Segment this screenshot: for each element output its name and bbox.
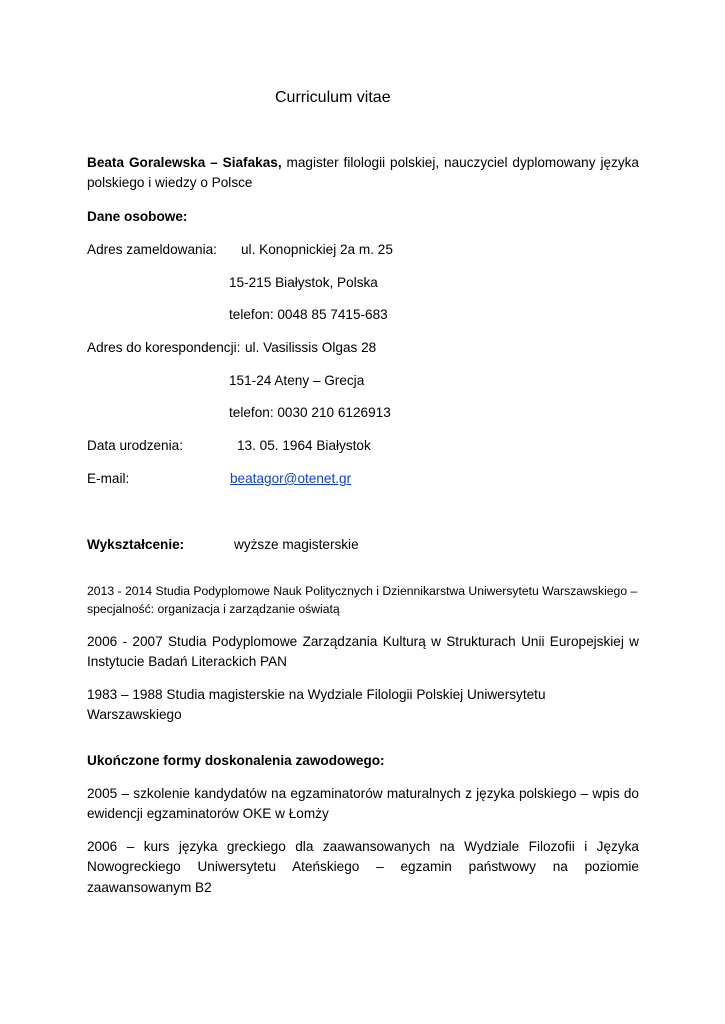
person-name: Beata Goralewska – Siafakas, [87, 155, 282, 170]
personal-data-heading: Dane osobowe: [87, 209, 188, 224]
education-item-1: 2013 - 2014 Studia Podyplomowe Nauk Politycznych i Dziennikarstwa Uniwersytetu Warszawskiego – specjalność: organizacja i zarządzanie oświatą [87, 584, 638, 616]
registered-phone: telefon: 0048 85 7415-683 [229, 307, 388, 322]
correspondence-address-label: Adres do korespondencji: [87, 340, 241, 355]
email-link[interactable]: beatagor@otenet.gr [230, 471, 352, 486]
registered-address-line-2: 15-215 Białystok, Polska [229, 275, 378, 290]
email-label: E-mail: [87, 471, 130, 486]
document-title: Curriculum vitae [275, 89, 391, 106]
training-heading: Ukończone formy doskonalenia zawodowego: [87, 753, 385, 768]
correspondence-phone: telefon: 0030 210 6126913 [229, 405, 391, 420]
correspondence-address-line-2: 151-24 Ateny – Grecja [229, 373, 365, 388]
registered-address-line-1: ul. Konopnickiej 2a m. 25 [241, 242, 393, 257]
education-item-2: 2006 - 2007 Studia Podyplomowe Zarządzania Kulturą w Strukturach Unii Europejskiej w Instytucie Badań Literackich PAN [87, 634, 639, 670]
training-item-1: 2005 – szkolenie kandydatów na egzaminatorów maturalnych z języka polskiego – wpis do ewidencji egzaminatorów OKE w Łomży [87, 786, 639, 822]
education-level: wyższe magisterskie [234, 537, 359, 552]
training-item-2: 2006 – kurs języka greckiego dla zaawansowanych na Wydziale Filozofii i Języka Nowogreckiego Uniwersytetu Ateńskiego – egzamin państwowy na poziomie zaawansowanym B2 [87, 839, 639, 895]
intro-paragraph [87, 153, 639, 194]
birth-date-label: Data urodzenia: [87, 438, 183, 453]
education-item-3: 1983 – 1988 Studia magisterskie na Wydziale Filologii Polskiej Uniwersytetu Warszawskiego [87, 687, 546, 723]
education-heading: Wykształcenie: [87, 537, 185, 552]
registered-address-label: Adres zameldowania: [87, 242, 217, 257]
birth-date-value: 13. 05. 1964 Białystok [237, 438, 371, 453]
correspondence-address-line-1: ul. Vasilissis Olgas 28 [245, 340, 377, 355]
person-description: magister filologii polskiej, nauczyciel dyplomowany języka polskiego i wiedzy o Polsce [87, 155, 639, 191]
